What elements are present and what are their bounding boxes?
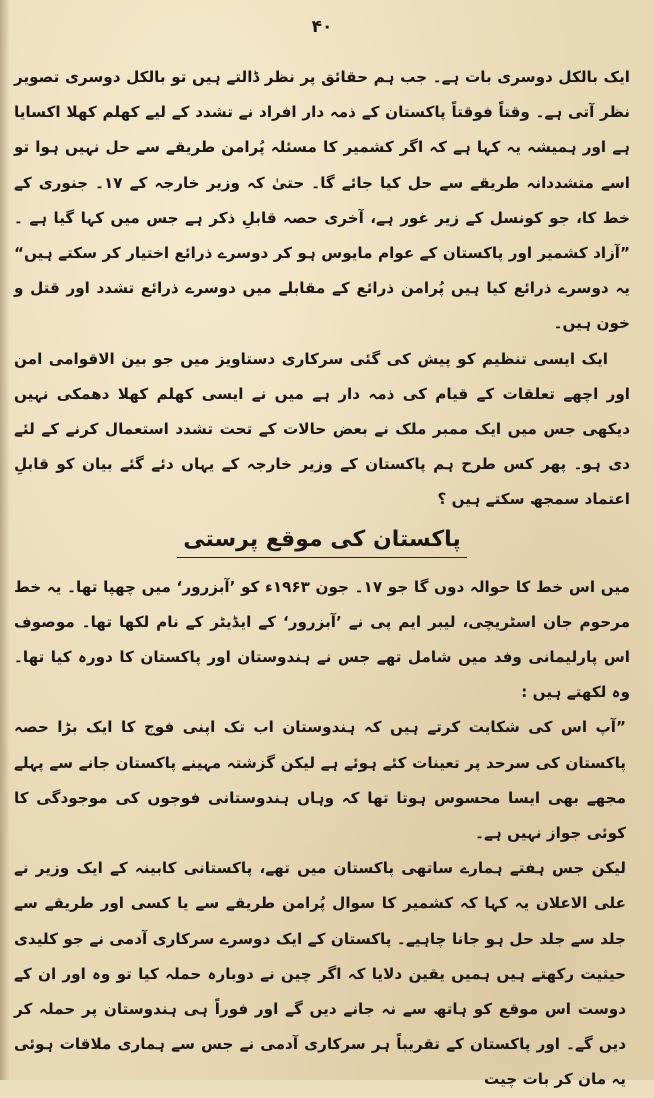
body-paragraph-3: میں اس خط کا حوالہ دوں گا جو ۱۷۔ جون ۱۹۶۳ء کو ’آبزرور‘ میں چھپا تھا۔ یہ خط مرحوم جان اسٹریچی، لیبر ایم پی نے ’آبزرور‘ کے ایڈیٹر کے نام لکھا تھا۔ موصوف اس پارلیمانی وفد میں شامل تھے جس نے ہندوستان اور پاکستان کا دورہ کیا تھا۔ وہ لکھتے ہیں :: [14, 577, 630, 702]
section-heading: [14, 518, 630, 570]
page-number: ۴۰: [311, 17, 333, 37]
binding-shadow: [0, 0, 10, 1080]
section-heading-text: پاکستان کی موقع پرستی: [177, 523, 466, 558]
quote-paragraph-1: ”آپ اس کی شکایت کرتے ہیں کہ ہندوستان اب تک اپنی فوج کا ایک بڑا حصہ پاکستان کی سرحد پر تعینات کئے ہوئے ہے لیکن گزشتہ مہینے پاکستان جانے سے پہلے مجھے بھی ایسا محسوس ہوتا تھا کہ وہاں ہندوستانی فوجوں کی موجودگی کا کوئی جواز نہیں ہے۔: [14, 718, 626, 843]
quote-paragraph-2: لیکن جس ہفتے ہمارے ساتھی پاکستان میں تھے، پاکستانی کابینہ کے ایک وزیر نے علی الاعلان یہ کہا کہ کشمیر کا سوال پُرامن طریقے سے یا کسی اور طریقے سے جلد سے جلد حل ہو جانا چاہیے۔ پاکستان کے ایک دوسرے سرکاری آدمی نے جو کلیدی حیثیت رکھتے ہیں ہمیں یقین دلایا کہ اگر چین نے دوبارہ حملہ کیا تو وہ اور ان کے دوست اس موقع کو ہاتھ سے نہ جانے دیں گے اور فوراً ہی ہندوستان پر حملہ کر دیں گے۔ اور پاکستان کے تقریباً ہر سرکاری آدمی نے جس سے ہماری ملاقات ہوئی یہ مان کر بات چیت: [14, 859, 626, 1089]
body-paragraph-1: ایک بالکل دوسری بات ہے۔ جب ہم حقائق پر نظر ڈالتے ہیں تو بالکل دوسری تصویر نظر آتی ہے۔ وقتاً فوقتاً پاکستان کے ذمہ دار افراد نے تشدد کے لیے کھلم کھلا اکسایا ہے اور ہمیشہ یہ کہا ہے کہ اگر کشمیر کا مسئلہ پُرامن طریقے سے حل نہیں ہوا تو اسے متشددانہ طریقے سے حل کیا جائے گا۔ حتیٰ کہ وزیر خارجہ کے ۱۷۔ جنوری کے خط کا، جو کونسل کے زیر غور ہے، آخری حصہ قابلِ ذکر ہے جس میں کہا گیا ہے ۔ ”آزاد کشمیر اور پاکستان کے عوام مایوس ہو کر دوسرے ذرائع اختیار کر سکتے ہیں“ یہ دوسرے ذرائع کیا ہیں پُرامن ذرائع کے مقابلے میں دوسرے ذرائع تشدد اور قتل و خون ہیں۔: [14, 68, 630, 333]
body-paragraph-2: ایک ایسی تنظیم کو پیش کی گئی سرکاری دستاویز میں جو بین الاقوامی امن اور اچھے تعلقات کے قیام کی ذمہ دار ہے میں نے ایسی کھلم کھلا دھمکی نہیں دیکھی جس میں ایک ممبر ملک نے بعض حالات کے تحت تشدد استعمال کرنے کے لئے دی ہو۔ پھر کس طرح ہم پاکستان کے وزیر خارجہ کے یہاں دئے گئے بیان کو قابلِ اعتماد سمجھ سکتے ہیں ؟: [14, 349, 630, 509]
